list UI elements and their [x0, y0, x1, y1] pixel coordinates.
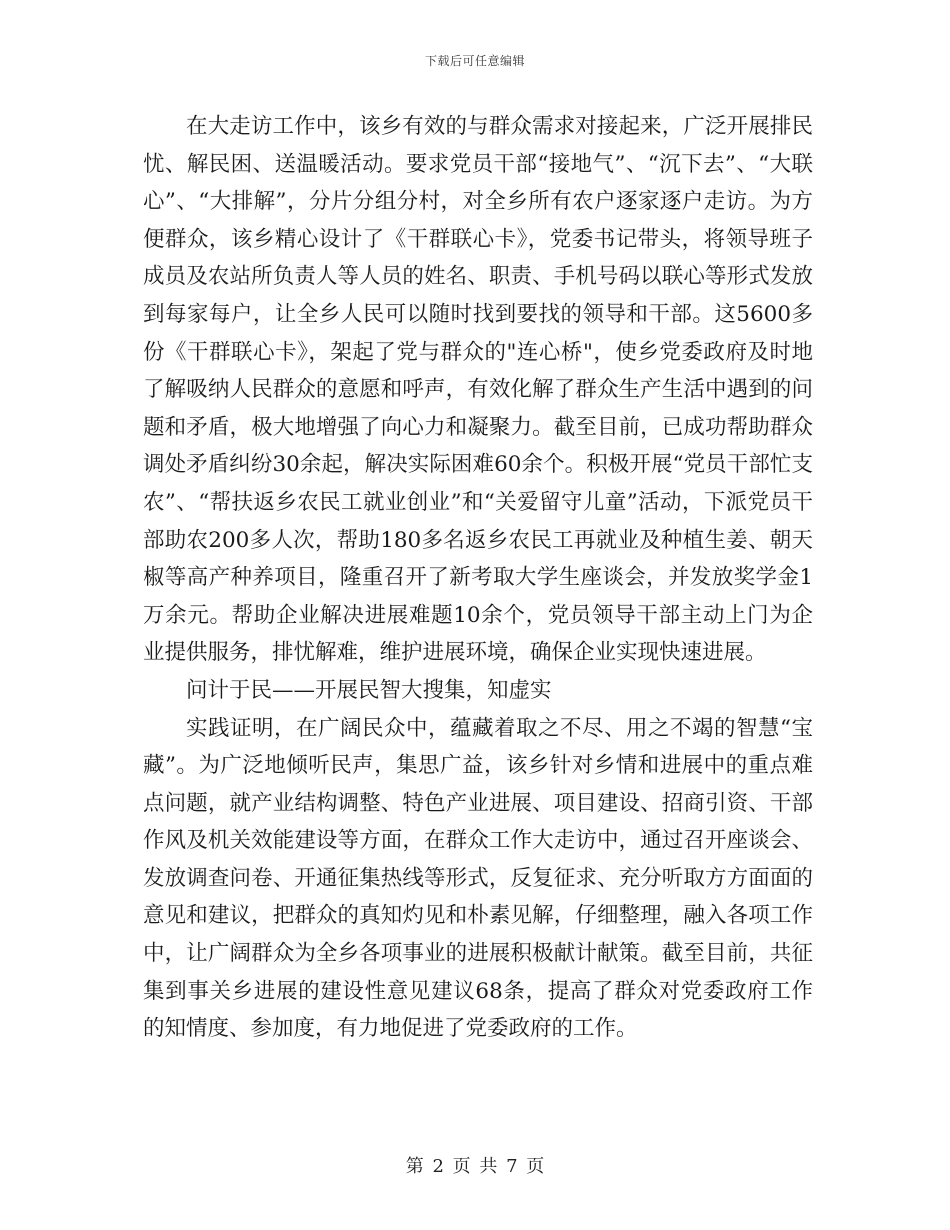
page-number-footer: 第 2 页 共 7 页 — [405, 1156, 545, 1177]
section-heading: 问计于民——开展民智大搜集，知虚实 — [186, 677, 552, 703]
page-header: 下载后可任意编辑 — [424, 54, 525, 68]
body-paragraph: 实践证明，在广阔民众中，蕴藏着取之不尽、用之不竭的智慧“宝藏”。为广泛地倾听民声，集思广益，该乡针对乡情和进展中的重点难点问题，就产业结构调整、特色产业进展、项目建设、招商引资、干部作风及机关效能建设等方面，在群众工作大走访中，通过召开座谈会、发放调查问卷、开通征集热线等形式，反复征求、充分听取方方面面的意见和建议，把群众的真知灼见和朴素见解，仔细整理，融入各项工作中，让广阔群众为全乡各项事业的进展积极献计献策。截至目前，共征集到事关乡进展的建设性意见建议68条，提高了群众对党委政府工作的知情度、参加度，有力地促进了党委政府的工作。 — [143, 715, 813, 1042]
document-body — [143, 108, 813, 1048]
body-paragraph: 在大走访工作中，该乡有效的与群众需求对接起来，广泛开展排民忧、解民困、送温暖活动。要求党员干部“接地气”、“沉下去”、“大联心”、“大排解”，分片分组分村，对全乡所有农户逐家逐户走访。为方便群众，该乡精心设计了《干群联心卡》，党委书记带头，将领导班子成员及农站所负责人等人员的姓名、职责、手机号码以联心等形式发放到每家每户，让全乡人民可以随时找到要找的领导和干部。这5600多份《干群联心卡》，架起了党与群众的"连心桥"，使乡党委政府及时地了解吸纳人民群众的意愿和呼声，有效化解了群众生产生活中遇到的问题和矛盾，极大地增强了向心力和凝聚力。截至目前，已成功帮助群众调处矛盾纠纷30余起，解决实际困难60余个。积极开展“党员干部忙支农”、“帮扶返乡农民工就业创业”和“关爱留守儿童”活动，下派党员干部助农200多人次，帮助180多名返乡农民工再就业及种植生姜、朝天椒等高产种养项目，隆重召开了新考取大学生座谈会，并发放奖学金1万余元。帮助企业解决进展难题10余个，党员领导干部主动上门为企业提供服务，排忧解难，维护进展环境，确保企业实现快速进展。 — [143, 114, 813, 666]
